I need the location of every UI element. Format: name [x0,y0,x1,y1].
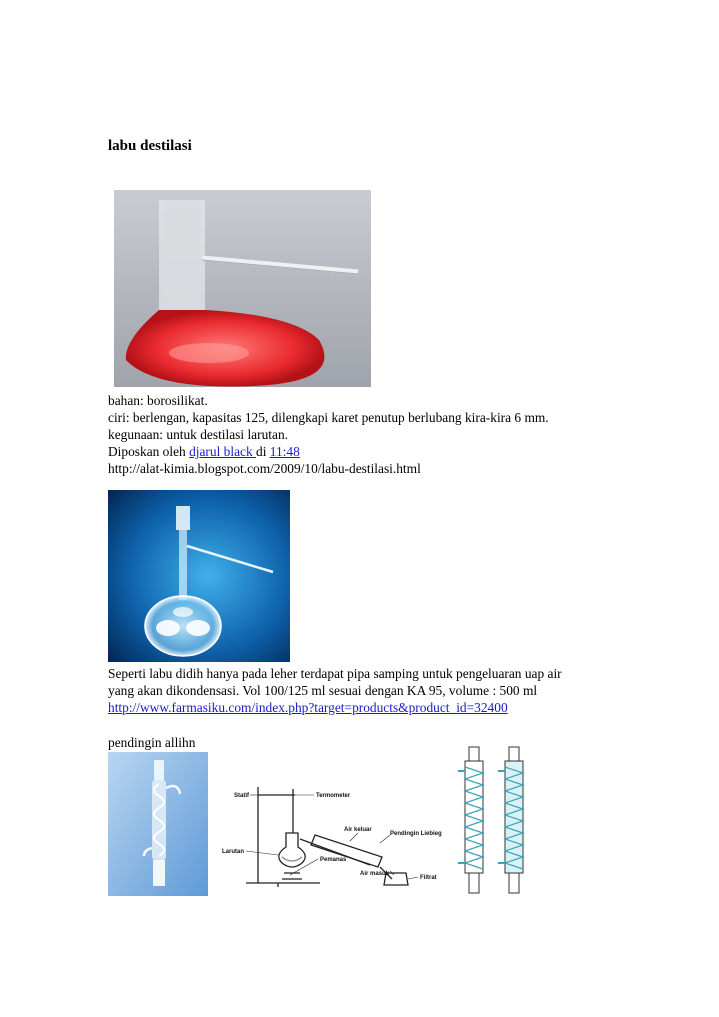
label-statif: Statif [234,793,249,799]
label-pemanas: Pemanas [320,857,347,863]
label-larutan: Larutan [222,849,245,855]
description-line-2: yang akan dikondensasi. Vol 100/125 ml sesuai dengan KA 95, volume : 500 ml [108,683,538,698]
source-url-text: http://alat-kimia.blogspot.com/2009/10/labu-destilasi.html [108,461,421,476]
time-link[interactable]: 11:48 [269,444,300,459]
distillation-flask-photo-blue [108,490,290,662]
distillation-flask-photo-red [114,190,371,387]
page-title: labu destilasi [108,138,192,154]
text-bahan: bahan: borosilikat. [108,393,208,408]
distillation-setup-diagram [220,775,445,895]
product-link-line [108,699,508,717]
text-ciri: ciri: berlengan, kapasitas 125, dilengkapi karet penutup berlubang kira-kira 6 mm. [108,410,549,425]
label-filtrat: Filtrat [420,875,437,881]
posted-by-line [108,443,300,461]
label-pendingin-liebieg: Pendingin Liebieg [390,831,442,837]
product-link[interactable]: http://www.farmasiku.com/index.php?target=products&product_id=32400 [108,700,508,715]
section-heading-pendingin: pendingin allihn [108,735,196,750]
label-air-keluar: Air keluar [344,827,372,833]
posted-at: di [256,444,270,459]
condenser-diagram-pair [455,745,540,897]
description-line-1: Seperti labu didih hanya pada leher terdapat pipa samping untuk pengeluaran uap air [108,666,562,681]
author-link[interactable]: djarul black [189,444,257,459]
label-air-masuk: Air masuk [360,871,390,877]
posted-prefix: Diposkan oleh [108,444,190,459]
label-termometer: Termometer [316,793,351,799]
text-kegunaan: kegunaan: untuk destilasi larutan. [108,427,288,442]
allihn-condenser-photo [108,752,208,896]
